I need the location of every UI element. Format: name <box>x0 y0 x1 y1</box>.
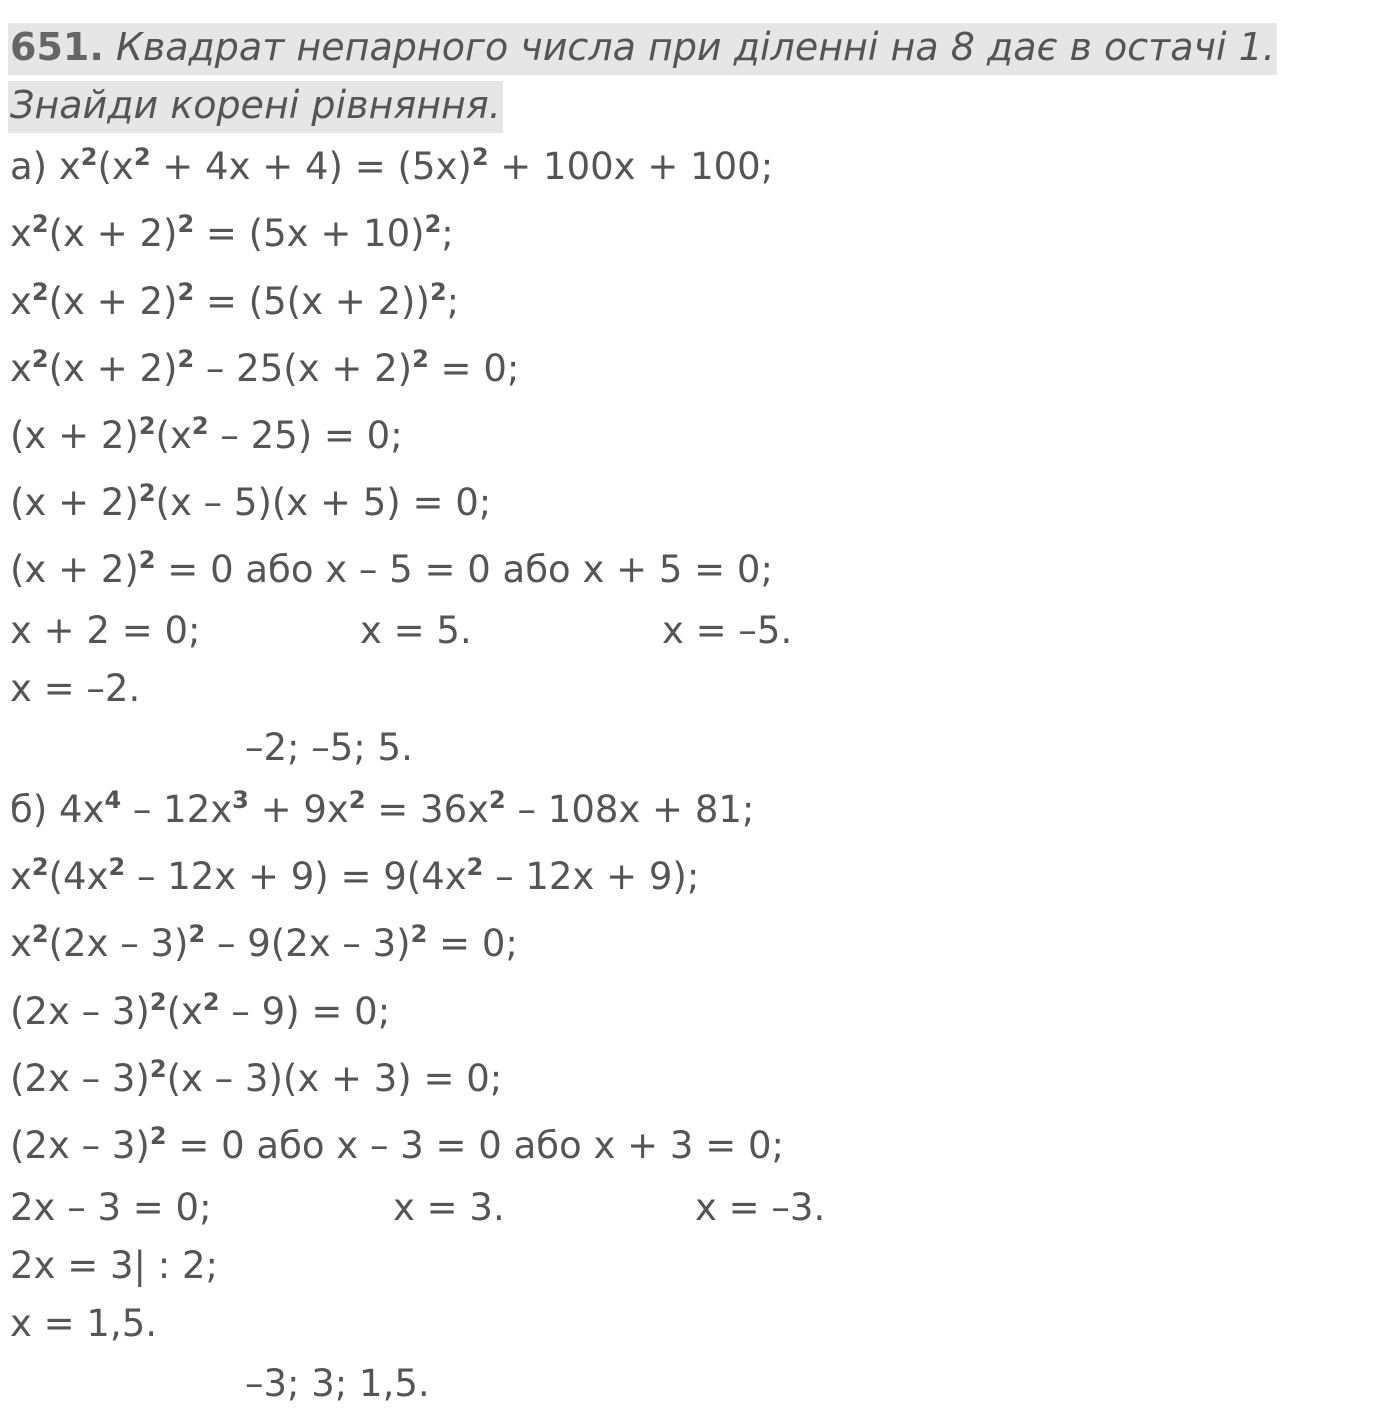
part-a-line-3: $x^2(x + 2)^2 = (5(x + 2))^2$; <box>10 278 460 323</box>
problem-task: Знайди корені рівняння. <box>10 83 501 127</box>
part-a-line-2: $x^2(x + 2)^2 = (5x + 10)^2$; <box>10 210 454 255</box>
part-b-line-7-col-2: x = 3. <box>393 1186 505 1229</box>
problem-statement: Квадрат непарного числа при діленні на 8 дає в остачі 1. <box>115 25 1275 69</box>
part-b-line-9: x = 1,5. <box>10 1302 158 1345</box>
part-b-line-6: (2x – 3)$^2$ = 0 або x – 3 = 0 або x + 3 = 0; <box>10 1122 784 1167</box>
part-a-answer: –2; –5; 5. <box>245 726 413 769</box>
part-b-answer: –3; 3; 1,5. <box>245 1362 430 1405</box>
problem-task-highlight <box>8 81 503 133</box>
part-b-line-8: 2x = 3| : 2; <box>10 1244 218 1287</box>
part-b-line-1: б) $4x^4 - 12x^3 + 9x^2 = 36x^2 - 108x + 81$; <box>10 786 755 831</box>
part-b-line-4: $(2x - 3)^2(x^2 - 9) = 0$; <box>10 988 391 1033</box>
problem-header <box>8 18 1368 134</box>
part-a-line-6: $(x + 2)^2(x - 5)(x + 5) = 0$; <box>10 479 492 524</box>
part-b-line-7-col-3: x = –3. <box>695 1186 826 1229</box>
part-b-line-3: $x^2(2x - 3)^2 - 9(2x - 3)^2 = 0$; <box>10 920 518 965</box>
part-b-line-2: $x^2(4x^2 - 12x + 9) = 9(4x^2 - 12x + 9)$; <box>10 853 700 898</box>
part-a-line-4: $x^2(x + 2)^2 - 25(x + 2)^2 = 0$; <box>10 345 520 390</box>
part-a-line-8-col-2: x = 5. <box>360 609 472 652</box>
part-b-line-5: (2x – 3)$^2$(x – 3)(x + 3) = 0; <box>10 1055 503 1100</box>
part-a-line-9: x = –2. <box>10 667 141 710</box>
part-b-line-7-col-1: 2x – 3 = 0; <box>10 1186 212 1229</box>
part-a-line-5: $(x + 2)^2(x^2 - 25) = 0$; <box>10 412 403 457</box>
part-a-line-1: а) $x^2(x^2 + 4x + 4) = (5x)^2 + 100x + 100$; <box>10 143 774 188</box>
problem-statement-highlight <box>8 23 1277 75</box>
part-a-line-7: $(x + 2)^2 = 0$ або x – 5 = 0 або x + 5 = 0; <box>10 546 773 591</box>
part-a-line-8-col-1: x + 2 = 0; <box>10 609 201 652</box>
part-a-line-8-col-3: x = –5. <box>662 609 793 652</box>
problem-number: 651. <box>10 25 104 69</box>
